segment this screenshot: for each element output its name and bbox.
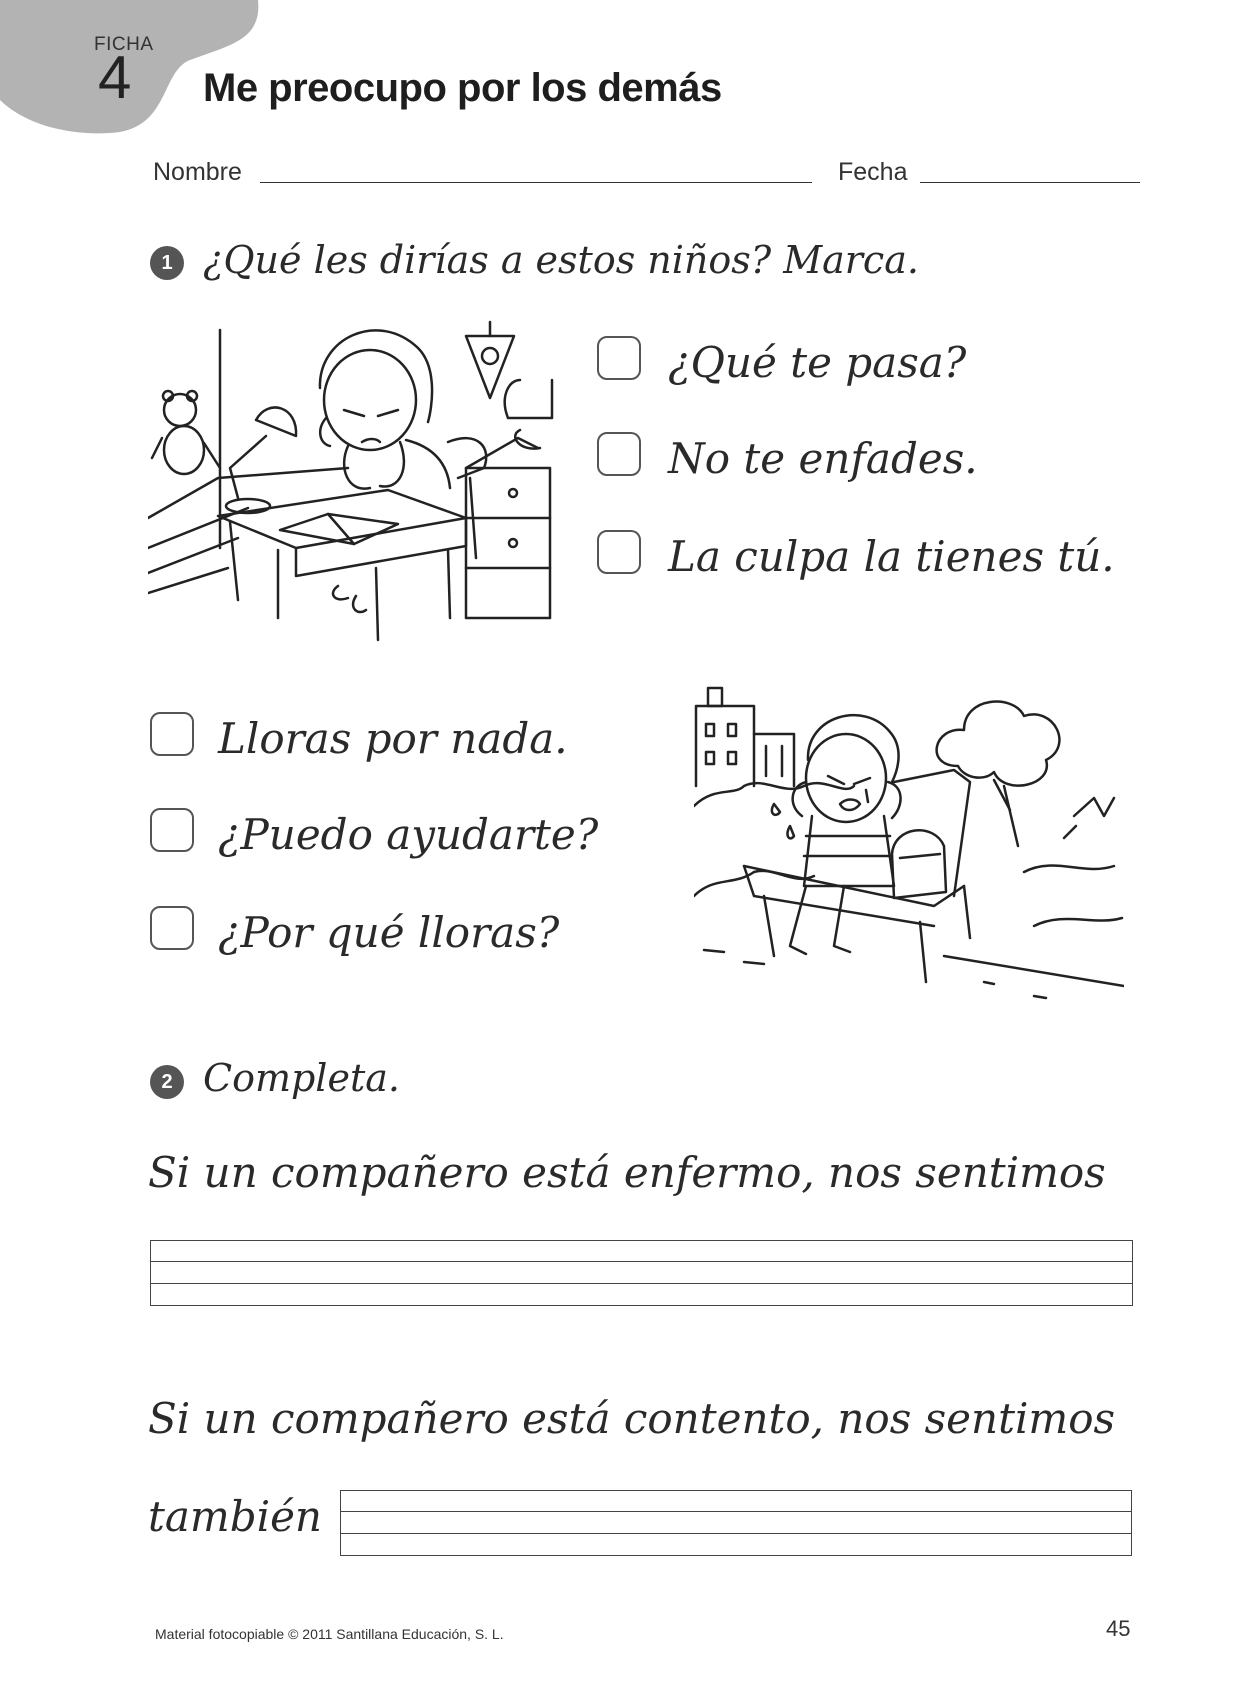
exercise-1-instruction: ¿Qué les dirías a estos niños? Marca. (203, 238, 919, 282)
checkbox-por-que-lloras[interactable] (150, 906, 194, 950)
checkbox-no-te-enfades[interactable] (597, 432, 641, 476)
option-que-te-pasa: ¿Qué te pasa? (668, 338, 967, 387)
sentence-tambien: también (148, 1492, 322, 1541)
option-por-que-lloras: ¿Por qué lloras? (218, 908, 560, 957)
exercise-2-badge: 2 (150, 1065, 184, 1099)
checkbox-que-te-pasa[interactable] (597, 336, 641, 380)
ficha-label: FICHA (94, 34, 154, 55)
writing-lines-answer-2[interactable] (340, 1490, 1132, 1556)
option-lloras-por-nada: Lloras por nada. (218, 714, 568, 763)
checkbox-la-culpa[interactable] (597, 530, 641, 574)
fecha-input-line[interactable] (920, 182, 1140, 183)
nombre-label: Nombre (153, 158, 242, 186)
exercise-2-instruction: Completa. (203, 1056, 400, 1100)
girl-at-desk-illustration (148, 318, 568, 648)
ficha-number: 4 (98, 44, 132, 111)
option-no-te-enfades: No te enfades. (668, 434, 978, 483)
checkbox-puedo-ayudarte[interactable] (150, 808, 194, 852)
sentence-enfermo: Si un compañero está enfermo, nos sentimos (148, 1148, 1106, 1197)
exercise-1-badge: 1 (150, 246, 184, 280)
fecha-label: Fecha (838, 158, 908, 186)
page-title: Me preocupo por los demás (203, 66, 722, 110)
sentence-contento: Si un compañero está contento, nos sentimos (148, 1394, 1116, 1443)
copyright-footer: Material fotocopiable © 2011 Santillana Educación, S. L. (155, 1626, 504, 1642)
crying-boy-on-bench-illustration (694, 686, 1124, 1006)
option-la-culpa: La culpa la tienes tú. (668, 532, 1115, 581)
writing-lines-answer-1[interactable] (150, 1240, 1133, 1306)
option-puedo-ayudarte: ¿Puedo ayudarte? (218, 810, 599, 859)
page-number: 45 (1106, 1616, 1131, 1641)
checkbox-lloras-por-nada[interactable] (150, 712, 194, 756)
nombre-input-line[interactable] (260, 182, 812, 183)
